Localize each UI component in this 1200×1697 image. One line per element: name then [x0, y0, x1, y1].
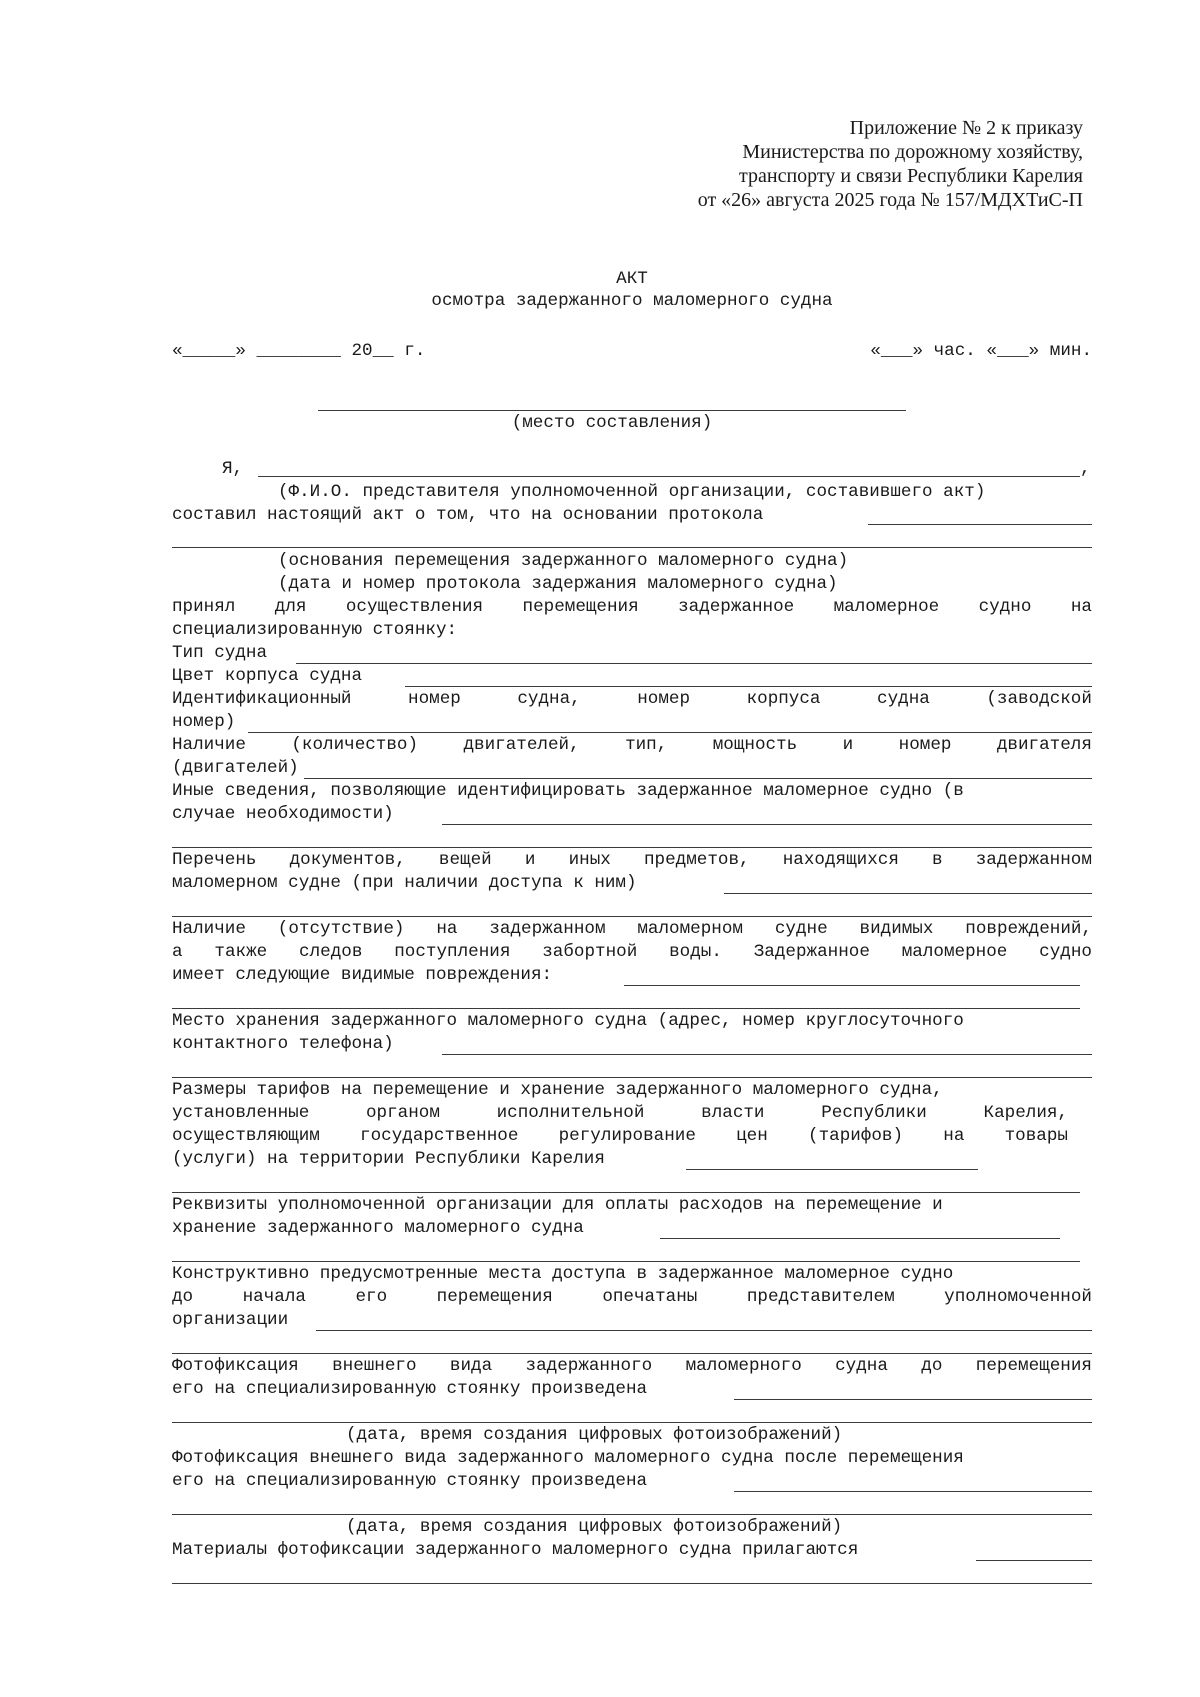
materials-line-b — [172, 1583, 1092, 1584]
time-field: «___» час. «___» мин. — [870, 341, 1092, 361]
id-number-line-1: Идентификационный номер судна, номер корпуса судна (заводской — [172, 689, 1092, 709]
vessel-type-label: Тип судна — [172, 643, 268, 663]
other-info-line-b — [172, 847, 1092, 848]
protocol-text: составил настоящий акт о том, что на основании протокола — [172, 505, 764, 525]
accepted-line-2: специализированную стоянку: — [172, 620, 458, 640]
requisites-line-b — [172, 1261, 1080, 1262]
appendix-line-1: Приложение № 2 к приказу — [849, 117, 1083, 139]
photo-after-line-1: Фотофиксация внешнего вида задержанного маломерного судна после перемещения — [172, 1448, 964, 1468]
document-title: АКТ — [616, 269, 648, 289]
photo-before-line-2: его на специализированную стоянку произведена — [172, 1379, 648, 1399]
tariff-line-2: установленные органом исполнительной власти Республики Карелия, — [172, 1103, 1068, 1123]
tariff-line-1: Размеры тарифов на перемещение и хранение задержанного маломерного судна, — [172, 1080, 943, 1100]
hull-color-line — [405, 686, 1092, 687]
protocol-caption-2: (дата и номер протокола задержания маломерного судна) — [278, 574, 838, 594]
documents-line-2: маломерном судне (при наличии доступа к ним) — [172, 873, 637, 893]
damage-line-b — [172, 1008, 1080, 1009]
representative-lead: Я, — [222, 459, 244, 479]
tariff-line-b — [172, 1192, 1080, 1193]
appendix-line-2: Министерства по дорожному хозяйству, — [742, 141, 1083, 163]
damage-line-2: а также следов поступления забортной воды. Задержанное маломерное судно — [172, 942, 1092, 962]
photo-after-line-2: его на специализированную стоянку произведена — [172, 1471, 648, 1491]
storage-line-b — [172, 1077, 1092, 1078]
seal-line-a — [316, 1330, 1092, 1331]
seal-line-b — [172, 1353, 1092, 1354]
tariff-line-a — [686, 1169, 978, 1170]
documents-line-b — [172, 916, 1092, 917]
id-number-line-2: номер) — [172, 712, 236, 732]
engines-line-1: Наличие (количество) двигателей, тип, мощность и номер двигателя — [172, 735, 1092, 755]
appendix-line-4: от «26» августа 2025 года № 157/МДХТиС-П — [697, 189, 1083, 211]
vessel-type-line — [296, 663, 1092, 664]
other-info-line-1: Иные сведения, позволяющие идентифицировать задержанное маломерное судно (в — [172, 781, 964, 801]
documents-line-1: Перечень документов, вещей и иных предметов, находящихся в задержанном — [172, 850, 1092, 870]
protocol-line-1 — [868, 524, 1092, 525]
seal-line-1: Конструктивно предусмотренные места доступа в задержанное маломерное судно — [172, 1264, 954, 1284]
requisites-line-1: Реквизиты уполномоченной организации для оплаты расходов на перемещение и — [172, 1195, 943, 1215]
materials-line-a — [976, 1560, 1092, 1561]
photo-after-line-a — [734, 1491, 1092, 1492]
other-info-line-2: случае необходимости) — [172, 804, 394, 824]
other-info-line-a — [442, 824, 1092, 825]
damage-line-a — [624, 985, 1080, 986]
document-subtitle: осмотра задержанного маломерного судна — [431, 291, 833, 311]
requisites-line-a — [660, 1238, 1060, 1239]
damage-line-1: Наличие (отсутствие) на задержанном маломерном судне видимых повреждений, — [172, 919, 1092, 939]
documents-line-a — [724, 893, 1092, 894]
representative-caption: (Ф.И.О. представителя уполномоченной организации, составившего акт) — [278, 482, 986, 502]
place-caption: (место составления) — [511, 413, 713, 433]
appendix-line-3: транспорту и связи Республики Карелия — [739, 165, 1083, 187]
protocol-line-2 — [172, 547, 1092, 548]
storage-line-1: Место хранения задержанного маломерного судна (адрес, номер круглосуточного — [172, 1011, 964, 1031]
protocol-caption-1: (основания перемещения задержанного маломерного судна) — [278, 551, 849, 571]
hull-color-label: Цвет корпуса судна — [172, 666, 363, 686]
id-number-line — [248, 732, 1092, 733]
requisites-line-2: хранение задержанного маломерного судна — [172, 1218, 584, 1238]
tariff-line-4: (услуги) на территории Республики Карелия — [172, 1149, 605, 1169]
photo-after-caption: (дата, время создания цифровых фотоизображений) — [346, 1517, 843, 1537]
date-field: «_____» ________ 20__ г. — [172, 341, 426, 361]
seal-line-2: до начала его перемещения опечатаны представителем уполномоченной — [172, 1287, 1092, 1307]
tariff-line-3: осуществляющим государственное регулирование цен (тарифов) на товары — [172, 1126, 1068, 1146]
representative-comma: , — [1080, 459, 1091, 479]
storage-line-a — [442, 1054, 1092, 1055]
damage-line-3: имеет следующие видимые повреждения: — [172, 965, 553, 985]
representative-line — [258, 476, 1080, 477]
photo-before-line-a — [734, 1399, 1092, 1400]
engines-line — [304, 778, 1092, 779]
seal-line-3: организации — [172, 1310, 289, 1330]
storage-line-2: контактного телефона) — [172, 1034, 394, 1054]
photo-before-line-b — [172, 1422, 1092, 1423]
place-line — [318, 410, 906, 411]
materials-line: Материалы фотофиксации задержанного маломерного судна прилагаются — [172, 1540, 859, 1560]
photo-before-line-1: Фотофиксация внешнего вида задержанного маломерного судна до перемещения — [172, 1356, 1092, 1376]
engines-line-2: (двигателей) — [172, 758, 299, 778]
accepted-line-1: принял для осуществления перемещения задержанное маломерное судно на — [172, 597, 1092, 617]
photo-before-caption: (дата, время создания цифровых фотоизображений) — [346, 1425, 843, 1445]
photo-after-line-b — [172, 1514, 1092, 1515]
